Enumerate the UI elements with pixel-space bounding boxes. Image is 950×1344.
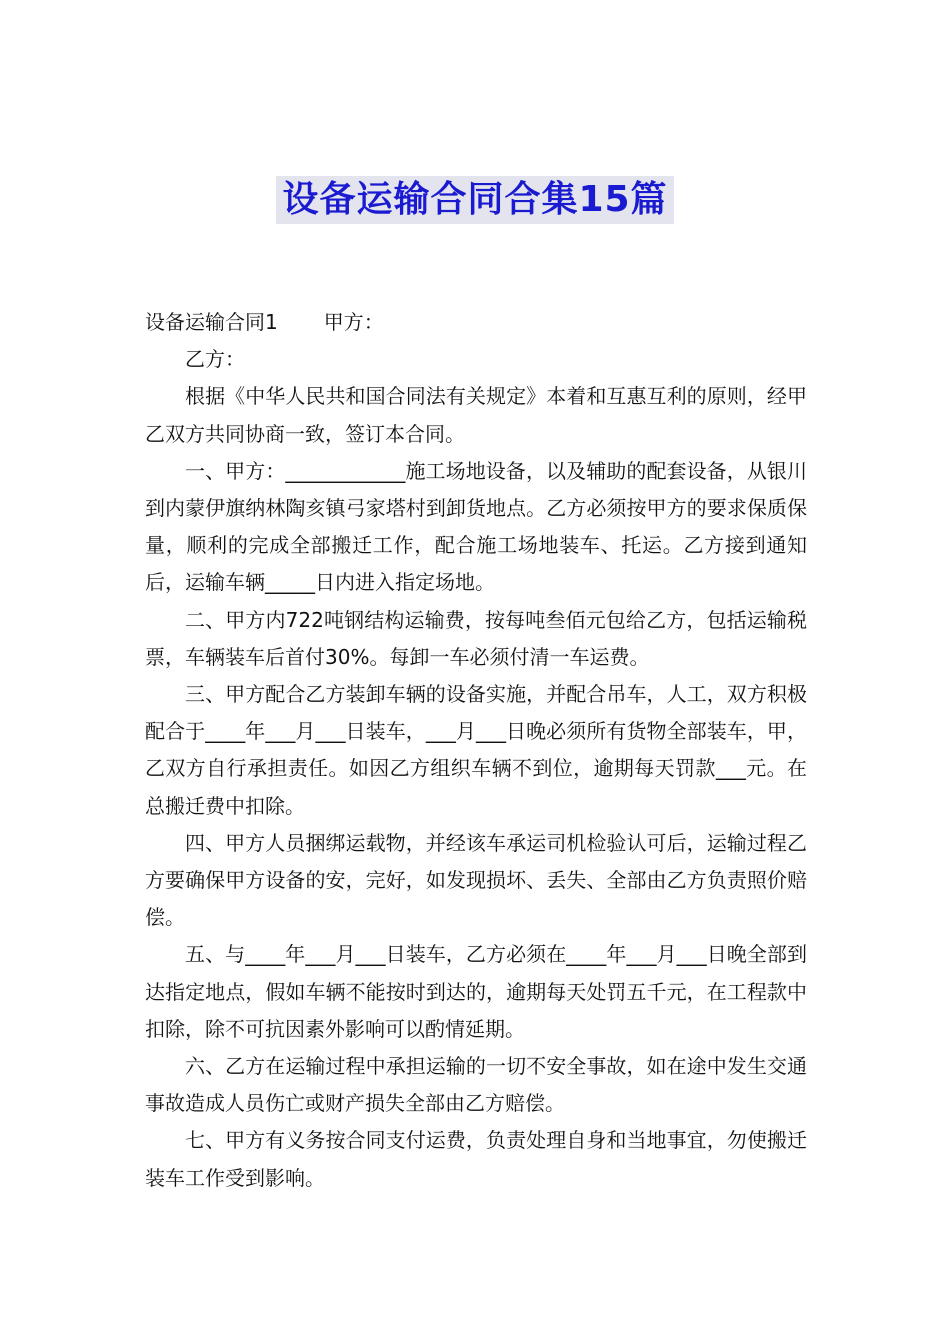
section-heading-line xyxy=(145,304,807,341)
paragraph-clause-5: 五、与____年___月___日装车，乙方必须在____年___月___日晚全部到达指定地点，假如车辆不能按时到达的，逾期每天处罚五千元，在工程款中扣除，除不可抗因素外影响可以酌情延期。 xyxy=(145,942,807,1041)
paragraph-clause-3: 三、甲方配合乙方装卸车辆的设备实施，并配合吊车，人工，双方积极配合于____年___月___日装车，___月___日晚必须所有货物全部装车，甲，乙双方自行承担责任。如因乙方组织车辆不到位，逾期每天罚款___元。在总搬迁费中扣除。 xyxy=(145,682,807,818)
title-container xyxy=(0,176,950,224)
document-title: 设备运输合同合集15篇 xyxy=(276,176,673,224)
section-heading: 设备运输合同1 xyxy=(145,310,278,334)
paragraph-clause-7: 七、甲方有义务按合同支付运费，负责处理自身和当地事宜，勿使搬迁装车工作受到影响。 xyxy=(145,1128,807,1190)
paragraph-preamble: 根据《中华人民共和国合同法有关规定》本着和互惠互利的原则，经甲乙双方共同协商一致，签订本合同。 xyxy=(145,384,807,446)
paragraph-clause-2: 二、甲方内722吨钢结构运输费，按每吨叁佰元包给乙方，包括运输税票，车辆装车后首付30%。每卸一车必须付清一车运费。 xyxy=(145,607,807,669)
paragraph-clause-4: 四、甲方人员捆绑运载物，并经该车承运司机检验认可后，运输过程乙方要确保甲方设备的安，完好，如发现损坏、丢失、全部由乙方负责照价赔偿。 xyxy=(145,830,807,930)
party-b-label: 乙方： xyxy=(185,347,245,372)
paragraph-clause-6: 六、乙方在运输过程中承担运输的一切不安全事故，如在途中发生交通事故造成人员伤亡或财产损失全部由乙方赔偿。 xyxy=(145,1054,807,1116)
paragraph-clause-1: 一、甲方：____________施工场地设备，以及辅助的配套设备，从银川到内蒙伊旗纳林陶亥镇弓家塔村到卸货地点。乙方必须按甲方的要求保质保量，顺利的完成全部搬迁工作，配合施工场地装车、托运。乙方接到通知后，运输车辆_____日内进入指定场地。 xyxy=(145,458,807,595)
party-a-label: 甲方： xyxy=(323,310,384,334)
document-body xyxy=(145,304,807,1197)
